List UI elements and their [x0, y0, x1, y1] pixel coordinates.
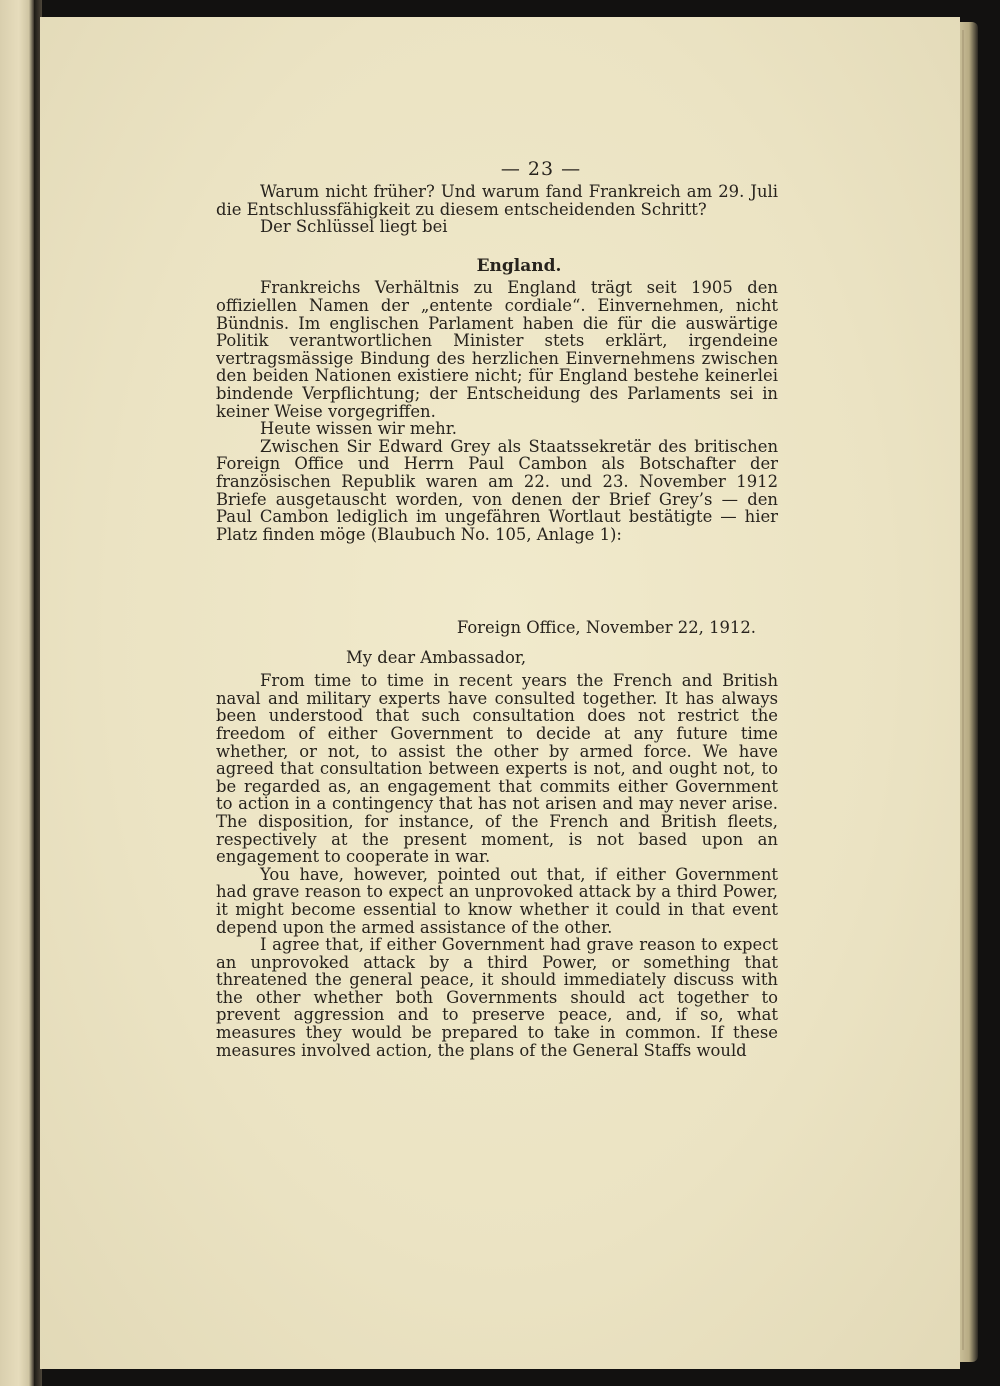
paragraph: Heute wissen wir mehr.	[260, 419, 457, 439]
paragraph: I agree that, if either Government had grave reason to expect an unprovoked attack by a third Power, or something that threatened the general peace, it should immediately discuss with the other whether both Governments should act together to prevent aggression and to preserve peace, and, if so, what measures they would be prepared to take in common. If these measures involved action, the plans of the General Staffs would	[216, 935, 778, 1060]
paragraph: Frankreichs Verhältnis zu England trägt seit 1905 den offiziellen Namen der „entente cordiale“. Einvernehmen, nicht Bündnis. Im englischen Parlament haben die für die auswärtige Politik verantwortlichen Minister stets erklärt, irgendeine vertragsmässige Bindung des herzlichen Einvernehmens zwischen den beiden Nationen existiere nicht; für England bestehe keinerlei bindende Verpflichtung; der Entscheidung des Parlaments sei in keiner Weise vorgegriffen.	[216, 278, 778, 421]
paragraph: Der Schlüssel liegt bei	[260, 217, 448, 237]
german-section	[216, 183, 778, 543]
facing-page-edge	[0, 0, 34, 1386]
paragraph: You have, however, pointed out that, if either Government had grave reason to expect an unprovoked attack by a third Power, it might become essential to know whether it could in that event depend upon the armed assistance of the other.	[216, 864, 778, 937]
paragraph: Zwischen Sir Edward Grey als Staatssekretär des britischen Foreign Office und Herrn Paul Cambon als Botschafter der französischen Republik waren am 22. und 23. November 1912 Briefe ausgetauscht worden, von denen der Brief Grey’s — den Paul Cambon lediglich im ungefähren Wortlaut bestätigte — hier Platz finden möge (Blaubuch No. 105, Anlage 1):	[216, 436, 778, 544]
letter-salutation: My dear Ambassador,	[346, 647, 527, 667]
letter-dateline: Foreign Office, November 22, 1912.	[456, 618, 756, 637]
section-heading: England.	[476, 255, 562, 276]
page-number: — 23 —	[500, 158, 582, 180]
paragraph: Warum nicht früher? Und warum fand Frankreich am 29. Juli die Entschlussfähigkeit zu diesem entscheidenden Schritt?	[216, 182, 778, 219]
page-edge-line	[962, 30, 964, 1350]
book-page	[40, 17, 960, 1369]
paragraph: From time to time in recent years the French and British naval and military experts have consulted together. It has always been understood that such consultation does not restrict the freedom of either Government to decide at any future time whether, or not, to assist the other by armed force. We have agreed that consultation between experts is not, and ought not, to be regarded as, an engagement that commits either Government to action in a contingency that has not arisen and may never arise. The disposition, for instance, of the French and British fleets, respectively at the present moment, is not based upon an engagement to cooperate in war.	[216, 671, 778, 867]
letter-section	[216, 619, 778, 1059]
